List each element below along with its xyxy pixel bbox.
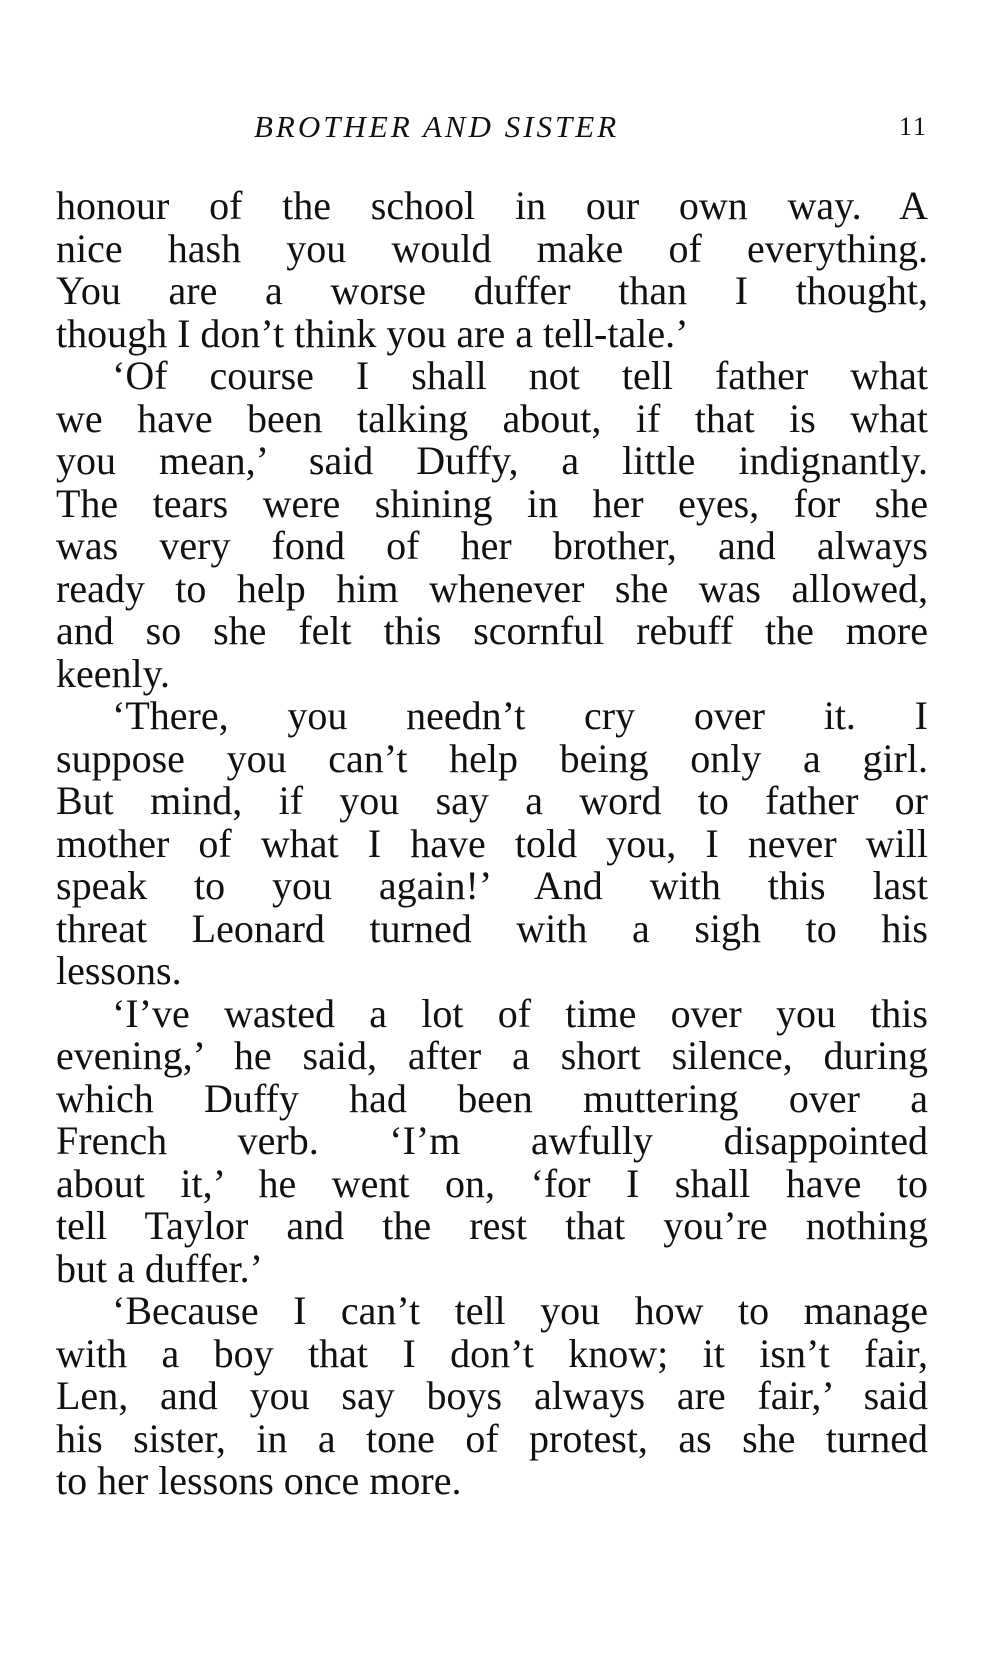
text-line: though I don’t think you are a tell-tale.’ bbox=[56, 310, 689, 356]
text-line: suppose you can’t help being only a girl. bbox=[56, 735, 928, 781]
text-line: honour of the school in our own way. A bbox=[56, 183, 928, 228]
text-line: to her lessons once more. bbox=[56, 1458, 462, 1503]
text-line: which Duffy had been muttering over a bbox=[56, 1075, 928, 1121]
text-line: ‘Because I can’t tell you how to manage bbox=[112, 1288, 928, 1333]
text-line: ‘There, you needn’t cry over it. I bbox=[112, 693, 928, 738]
text-line: French verb. ‘I’m awfully disappointed bbox=[56, 1118, 928, 1163]
text-line: evening,’ he said, after a short silence, during bbox=[56, 1033, 928, 1078]
text-line: speak to you again!’ And with this last bbox=[56, 863, 928, 908]
text-line: nice hash you would make of everything. bbox=[56, 225, 928, 271]
text-line: threat Leonard turned with a sigh to his bbox=[56, 905, 928, 951]
text-line: But mind, if you say a word to father or bbox=[56, 778, 928, 823]
text-line: with a boy that I don’t know; it isn’t fair, bbox=[56, 1330, 928, 1376]
text-line: ready to help him whenever she was allowed, bbox=[56, 565, 928, 611]
text-line: was very fond of her brother, and always bbox=[56, 523, 928, 568]
running-head bbox=[56, 104, 928, 150]
text-line: ‘I’ve wasted a lot of time over you this bbox=[112, 990, 928, 1036]
text-line: ‘Of course I shall not tell father what bbox=[112, 353, 928, 398]
text-line: lessons. bbox=[56, 948, 182, 993]
text-line: but a duffer.’ bbox=[56, 1245, 263, 1291]
text-line: about it,’ he went on, ‘for I shall have to bbox=[56, 1160, 928, 1206]
text-line: keenly. bbox=[56, 650, 171, 696]
text-line: we have been talking about, if that is what bbox=[56, 395, 928, 441]
text-line: The tears were shining in her eyes, for she bbox=[56, 480, 928, 526]
text-line: You are a worse duffer than I thought, bbox=[56, 268, 928, 313]
text-line: Len, and you say boys always are fair,’ said bbox=[56, 1373, 928, 1418]
page-number: 11 bbox=[898, 112, 928, 141]
text-line: his sister, in a tone of protest, as she turned bbox=[56, 1415, 928, 1461]
text-line: you mean,’ said Duffy, a little indignantly. bbox=[56, 438, 928, 483]
running-head-title: BROTHER AND SISTER bbox=[254, 109, 620, 144]
body-text bbox=[56, 185, 928, 1503]
text-line: and so she felt this scornful rebuff the more bbox=[56, 608, 928, 653]
text-line: mother of what I have told you, I never will bbox=[56, 820, 928, 866]
text-line: tell Taylor and the rest that you’re nothing bbox=[56, 1203, 928, 1248]
